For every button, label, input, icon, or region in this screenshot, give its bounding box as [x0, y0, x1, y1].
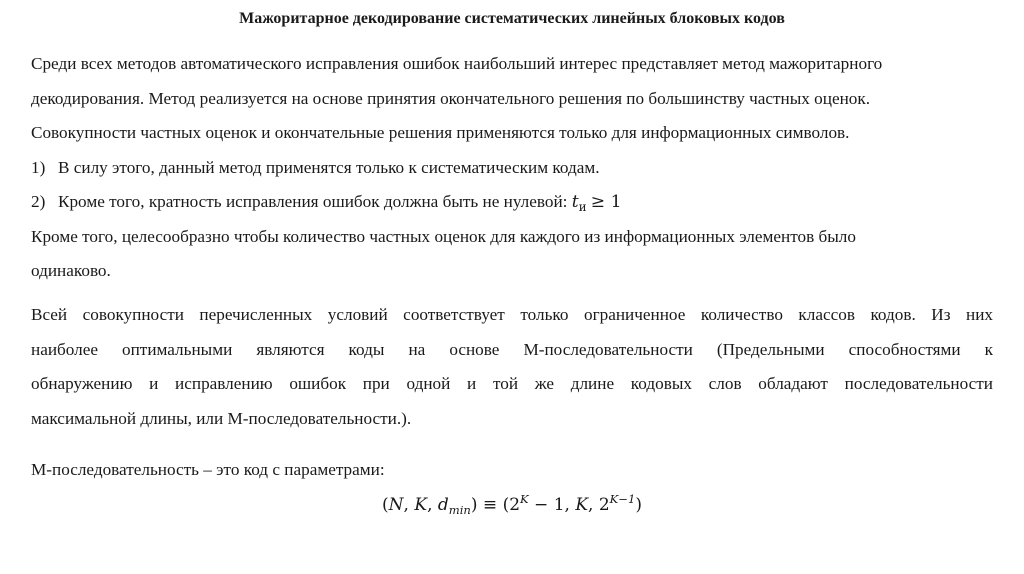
formula-equiv: ≡	[477, 495, 503, 515]
formula-N: N	[388, 495, 404, 515]
formula-comma-2: ,	[427, 495, 438, 515]
math-rel: ≥ 1	[590, 192, 622, 212]
intro-line-1: Среди всех методов автоматического исправления ошибок наибольший интерес представляет метод мажоритарного	[31, 54, 883, 73]
list-item-2	[31, 185, 993, 220]
formula-rhs-mid: − 1,	[528, 495, 576, 515]
intro-block	[31, 47, 993, 289]
paragraph-3: М-последовательность – это код с параметрами:	[31, 460, 385, 479]
intro-line-2: декодирования. Метод реализуется на основе принятия окончательного решения по большинству частных оценок.	[31, 88, 871, 108]
formula-sup-2: K−1	[609, 492, 636, 506]
paragraph-2-line-1: Всей совокупности перечисленных условий соответствует только ограниченное количество классов кодов. Из них	[31, 305, 993, 324]
formula-comma-1: ,	[403, 495, 415, 515]
formula-close: )	[470, 495, 478, 515]
intro-line-3: Совокупности частных оценок и окончательные решения применяются только для информационных символов.	[31, 123, 850, 142]
formula-d: d	[437, 495, 449, 515]
formula-rhs-comma: , 2	[588, 495, 610, 515]
paragraph-2	[31, 298, 993, 436]
list-number-2: 2)	[31, 192, 46, 211]
slide-title: Мажоритарное декодирование систематических линейных блоковых кодов	[239, 10, 785, 27]
note-line-2: одинаково.	[31, 261, 111, 280]
paragraph-2-line-3: обнаружению и исправлению ошибок при одной и той же длине кодовых слов обладают последовательности	[31, 374, 993, 393]
formula-d-sub: min	[448, 503, 471, 517]
formula-K: K	[414, 495, 428, 515]
list-text-2: Кроме того, кратность исправления ошибок должна быть не нулевой:	[58, 192, 568, 211]
formula-rhs-open: (2	[502, 495, 521, 515]
list-text-1: В силу этого, данный метод применятся только к систематическим кодам.	[58, 157, 600, 177]
note-line-1: Кроме того, целесообразно чтобы количество частных оценок для каждого из информационных элементов было	[31, 226, 856, 246]
math-sub-i: и	[578, 200, 587, 214]
formula	[0, 490, 1024, 520]
formula-rhs-K: K	[575, 495, 589, 515]
math-var-t: t	[571, 192, 579, 212]
formula-sup-1: K	[520, 492, 529, 506]
formula-rhs-close: )	[635, 495, 642, 515]
formula-open: (	[382, 495, 389, 515]
paragraph-2-line-2: наиболее оптимальными являются коды на основе М-последовательности (Предельными способностями к	[31, 339, 993, 359]
list-item-1	[31, 151, 993, 186]
paragraph-2-line-4: максимальной длины, или М-последовательности.).	[31, 408, 412, 428]
list-number-1: 1)	[31, 157, 46, 177]
